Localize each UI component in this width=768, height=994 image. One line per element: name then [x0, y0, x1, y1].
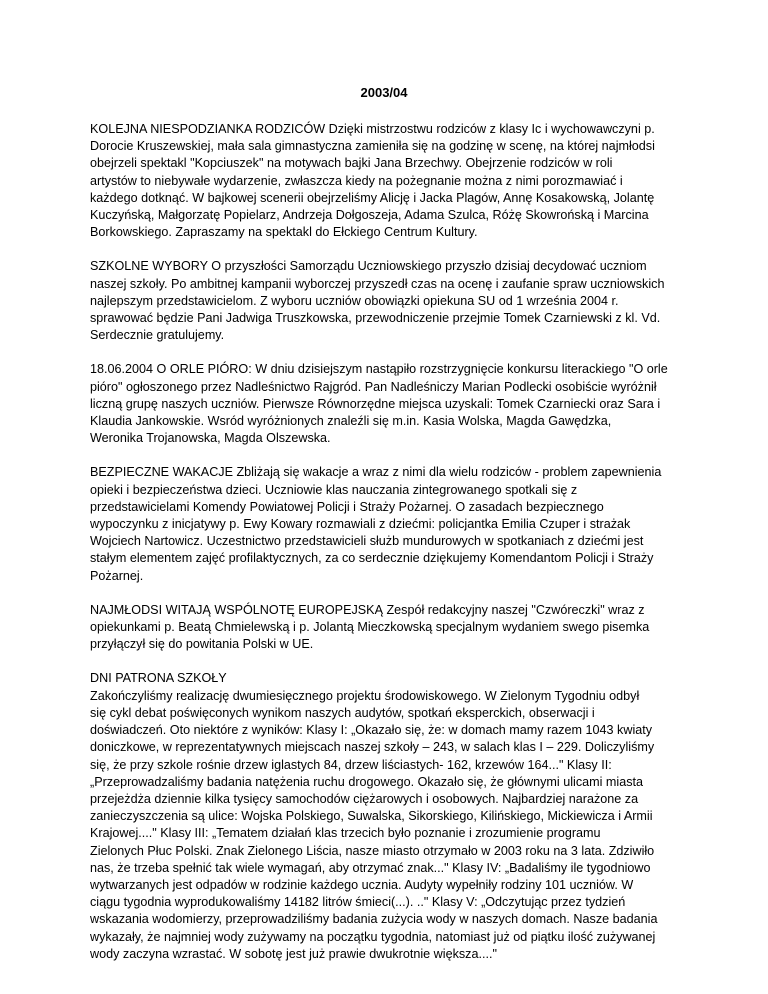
paragraph-parents-surprise: KOLEJNA NIESPODZIANKA RODZICÓW Dzięki mistrzostwu rodziców z klasy Ic i wychowawczyni p. Dorocie Kruszewskiej, mała sala gimnastyczna zamieniła się na godzinę w scenę, na której najmłodsi obejrzeli spektakl "Kopciuszek" na motywach bajki Jana Brzechwy. Obejrzenie rodziców w roli artystów to niebywałe wydarzenie, zwłaszcza kiedy na pożegnanie można z nimi porozmawiać i każdego dotknąć. W bajkowej scenerii obejrzeliśmy Alicję i Jacka Plagów, Annę Kosakowską, Jolantę Kuczyńską, Małgorzatę Popielarz, Andrzeja Dołgoszeja, Adama Szulca, Różę Skowrońską i Marcina Borkowskiego. Zapraszamy na spektakl do Ełckiego Centrum Kultury.: [90, 122, 655, 240]
paragraph-patron-days: DNI PATRONA SZKOŁY Zakończyliśmy realizację dwumiesięcznego projektu środowiskowego. W Zielonym Tygodniu odbył się cykl debat poświęconych wynikom naszych audytów, spotkań eksperckich, obserwacji i doświadczeń. Oto niektóre z wyników: Klasy I: „Okazało się, że: w domach mamy razem 1043 kwiaty doniczkowe, w reprezentatywnych miejscach naszej szkoły – 243, w salach klas I – 229. Doliczyliśmy się, że przy szkole rośnie drzew iglastych 84, drzew liściastych- 162, krzewów 164..." Klasy II: „Przeprowadzaliśmy badania natężenia ruchu drogowego. Okazało się, że głównymi ulicami miasta przejeżdża dziennie kilka tysięcy samochodów ciężarowych i osobowych. Najbardziej narażone za zanieczyszczenia są ulice: Wojska Polskiego, Suwalska, Sikorskiego, Kilińskiego, Mickiewicza i Armii Krajowej...." Klasy III: „Tematem działań klas trzecich było poznanie i zrozumienie programu Zielonych Płuc Polski. Znak Zielonego Liścia, nasze miasto otrzymało w 2003 roku na 3 lata. Zdziwiło nas, że trzeba spełnić tak wiele wymagań, aby otrzymać znak..." Klasy IV: „Badaliśmy ile tygodniowo wytwarzanych jest odpadów w rodzinie każdego ucznia. Audyty wypełniły rodziny 101 uczniów. W ciągu tygodnia wyprodukowaliśmy 14182 litrów śmieci(...). .." Klasy V: „Odczytując przez tydzień wskazania wodomierzy, przeprowadziliśmy badania zużycia wody w naszych domach. Nasze badania wykazały, że najmniej wody zużywamy na początku tygodnia, natomiast już od piątku ilość zużywanej wody zaczyna wzrastać. W sobotę jest już prawie dwukrotnie większa....": [90, 671, 658, 961]
document-title: 2003/04: [360, 85, 408, 100]
paragraph-school-elections: SZKOLNE WYBORY O przyszłości Samorządu Uczniowskiego przyszło dzisiaj decydować uczniom naszej szkoły. Po ambitnej kampanii wyborczej przyszedł czas na ocenę i zaufanie spraw uczniowskich najlepszym przedstawicielom. Z wyboru uczniów obowiązki opiekuna SU od 1 września 2004 r. sprawować będzie Pani Jadwiga Truszkowska, przewodniczenie przejmie Tomek Czarniewski z kl. Vd. Serdecznie gratulujemy.: [90, 259, 665, 343]
paragraph-european-community: NAJMŁODSI WITAJĄ WSPÓLNOTĘ EUROPEJSKĄ Zespół redakcyjny naszej "Czwóreczki" wraz z opiekunkami p. Beatą Chmielewską i p. Jolantą Mieczkowską specjalnym wydaniem swego pisemka przyłączył się do powitania Polski w UE.: [90, 602, 650, 652]
paragraph-safe-holidays: BEZPIECZNE WAKACJE Zbliżają się wakacje a wraz z nimi dla wielu rodziców - problem zapewnienia opieki i bezpieczeństwa dzieci. Uczniowie klas nauczania zintegrowanego spotkali się z przedstawicielami Komendy Powiatowej Policji i Straży Pożarnej. O zasadach bezpiecznego wypoczynku z inicjatywy p. Ewy Kowary rozmawiali z dziećmi: policjantka Emilia Czuper i strażak Wojciech Nartowicz. Uczestnictwo przedstawicieli służb mundurowych w spotkaniach z dziećmi jest stałym elementem zajęć profilaktycznych, za co serdecznie dziękujemy Komendantom Policji i Straży Pożarnej.: [90, 465, 662, 583]
paragraph-eagle-feather: 18.06.2004 O ORLE PIÓRO: W dniu dzisiejszym nastąpiło rozstrzygnięcie konkursu literackiego "O orle pióro" ogłoszonego przez Nadleśnictwo Rajgród. Pan Nadleśniczy Marian Podlecki osobiście wyróżnił liczną grupę naszych uczniów. Pierwsze Równorzędne miejsca uzyskali: Tomek Czarniecki oraz Sara i Klaudia Jankowskie. Wsród wyróżnionych znaleźli się m.in. Kasia Wolska, Magda Gawędzka, Weronika Trojanowska, Magda Olszewska.: [90, 362, 668, 446]
